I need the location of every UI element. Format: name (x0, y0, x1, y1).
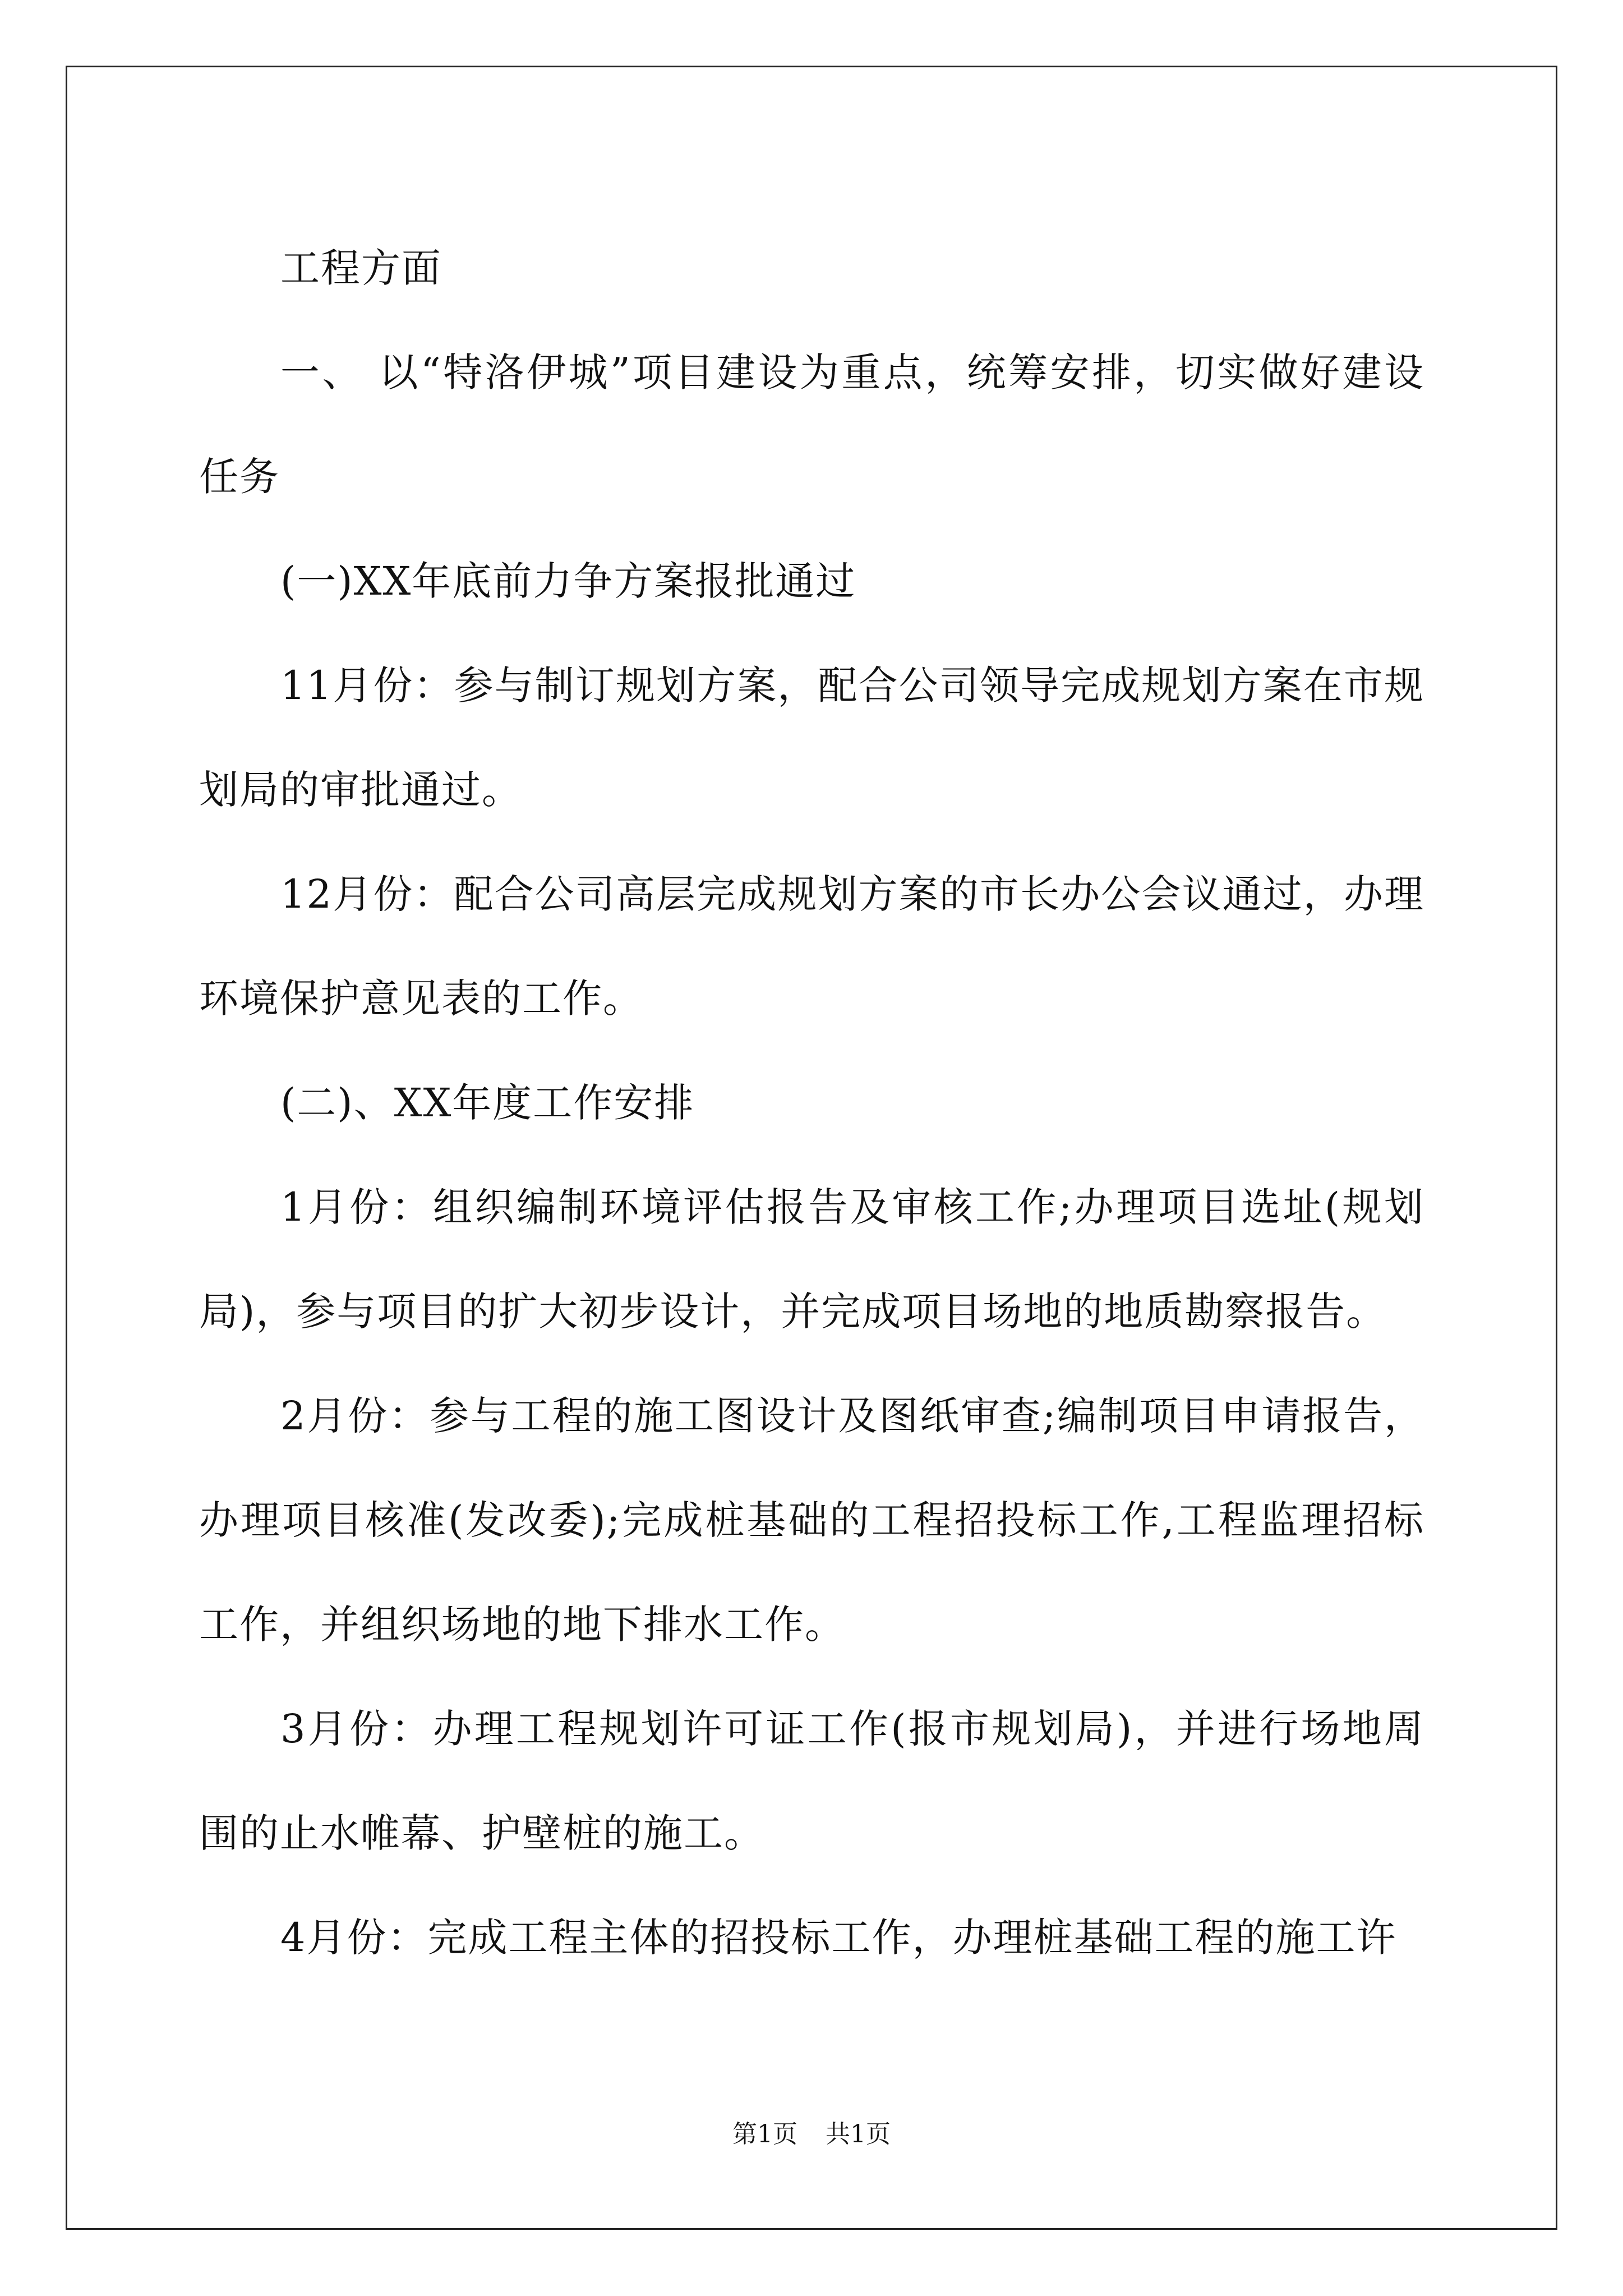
paragraph: 1月份：组织编制环境评估报告及审核工作;办理项目选址(规划局)，参与项目的扩大初步设计，并完成项目场地的地质勘察报告。 (199, 1184, 1424, 1335)
subsection-heading: (二)、XX年度工作安排 (280, 1080, 695, 1126)
page-number: 第1页 (732, 2120, 797, 2148)
subsection-heading: (一)XX年底前力争方案报批通过 (280, 558, 856, 604)
paragraph: 12月份：配合公司高层完成规划方案的市长办公会议通过，办理环境保护意见表的工作。 (199, 871, 1424, 1022)
paragraph: 3月份：办理工程规划许可证工作(报市规划局)，并进行场地周围的止水帷幕、护壁桩的施工。 (199, 1706, 1424, 1856)
paragraph: 11月份：参与制订规划方案，配合公司领导完成规划方案在市规划局的审批通过。 (199, 662, 1424, 813)
page-total: 共1页 (826, 2120, 891, 2148)
page-footer (0, 2118, 1623, 2151)
section-heading: 工程方面 (280, 245, 442, 291)
document-body (199, 216, 1424, 1990)
paragraph: 4月份：完成工程主体的招投标工作，办理桩基础工程的施工许 (280, 1915, 1397, 1961)
paragraph: 2月份：参与工程的施工图设计及图纸审查;编制项目申请报告，办理项目核准(发改委);完成桩基础的工程招投标工作,工程监理招标工作，并组织场地的地下排水工作。 (199, 1393, 1424, 1648)
paragraph: 一、 以“特洛伊城”项目建设为重点，统筹安排，切实做好建设任务 (199, 349, 1424, 500)
